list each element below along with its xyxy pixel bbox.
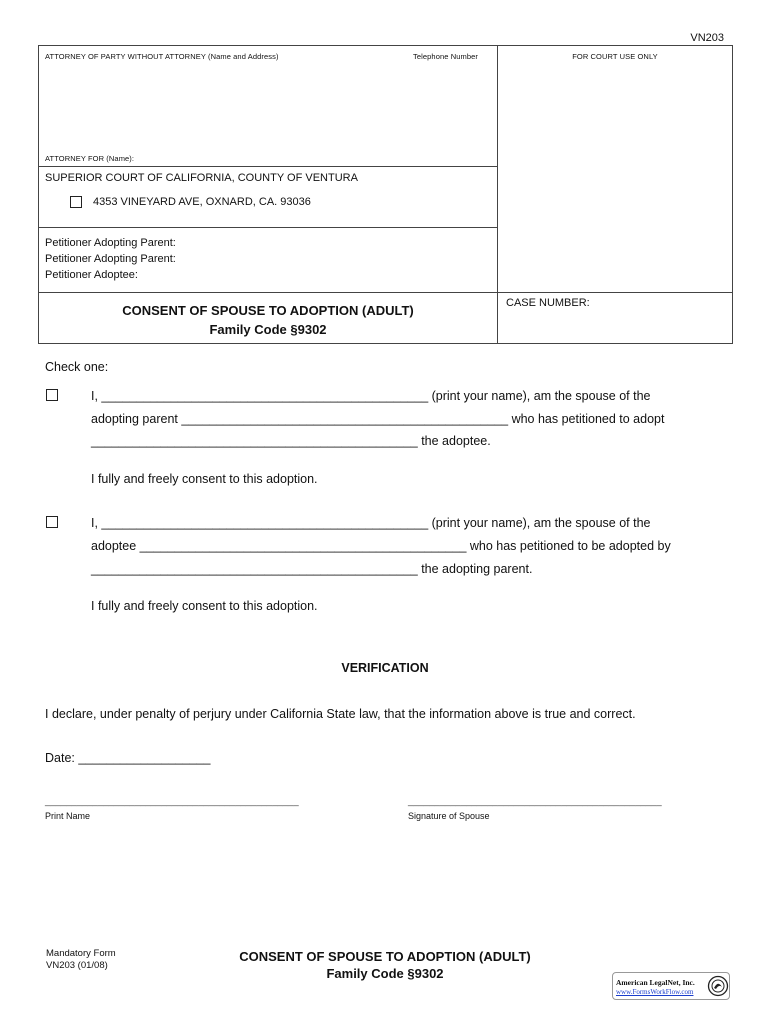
print-name-line[interactable]: ________________________________________________ [45, 796, 299, 807]
attorney-for-label: ATTORNEY FOR (Name): [45, 154, 135, 163]
attorney-box [38, 45, 498, 167]
telephone-label: Telephone Number [413, 52, 478, 61]
footer-revision: VN203 (01/08) [46, 960, 108, 971]
court-use-label: FOR COURT USE ONLY [572, 52, 658, 61]
court-use-box [497, 45, 733, 293]
option-1-checkbox[interactable] [46, 389, 58, 401]
party-line: Petitioner Adopting Parent: [45, 237, 176, 249]
option-2-consent: I fully and freely consent to this adoption. [91, 599, 318, 613]
case-number-label: CASE NUMBER: [506, 297, 590, 309]
check-one-label: Check one: [45, 360, 109, 374]
print-name-label: Print Name [45, 811, 91, 821]
form-subtitle: Family Code §9302 [209, 322, 327, 337]
footer-subtitle: Family Code §9302 [326, 966, 444, 981]
date-field[interactable]: Date: ___________________ [45, 751, 211, 765]
party-line: Petitioner Adopting Parent: [45, 253, 176, 265]
publisher-logo-box [612, 972, 730, 1000]
option-2-line2: adoptee _______________________________________________ who has petitioned to be adopted by [91, 539, 671, 553]
case-number-box [497, 292, 733, 344]
option-1-line1: I, _______________________________________________ (print your name), am the spouse of the [91, 389, 651, 403]
court-box [38, 166, 498, 228]
form-id: VN203 [690, 32, 724, 44]
attorney-label: ATTORNEY OF PARTY WITHOUT ATTORNEY (Name and Address) [45, 52, 279, 61]
party-line: Petitioner Adoptee: [45, 269, 138, 281]
form-title: CONSENT OF SPOUSE TO ADOPTION (ADULT) [122, 303, 414, 318]
publisher-website[interactable]: www.FormsWorkFlow.com [616, 988, 694, 996]
option-2-line3: _______________________________________________ the adopting parent. [91, 562, 533, 576]
publisher-name: American LegalNet, Inc. [616, 978, 695, 987]
option-2-checkbox[interactable] [46, 516, 58, 528]
court-name: SUPERIOR COURT OF CALIFORNIA, COUNTY OF VENTURA [45, 172, 358, 184]
verification-statement: I declare, under penalty of perjury under California State law, that the information above is true and correct. [45, 707, 636, 721]
option-2-line1: I, _______________________________________________ (print your name), am the spouse of the [91, 516, 651, 530]
signature-line[interactable]: ________________________________________________ [408, 796, 662, 807]
verification-heading: VERIFICATION [341, 661, 429, 675]
footer-title: CONSENT OF SPOUSE TO ADOPTION (ADULT) [239, 949, 531, 964]
publisher-emblem-icon [707, 975, 729, 997]
option-1-line3: _______________________________________________ the adoptee. [91, 434, 491, 448]
parties-box [38, 227, 498, 293]
footer-mandatory: Mandatory Form [46, 948, 116, 959]
signature-label: Signature of Spouse [408, 811, 490, 821]
option-1-line2: adopting parent _______________________________________________ who has petitioned to adopt [91, 412, 665, 426]
option-1-consent: I fully and freely consent to this adoption. [91, 472, 318, 486]
court-address-checkbox[interactable] [70, 196, 82, 208]
title-box [38, 292, 498, 344]
court-address: 4353 VINEYARD AVE, OXNARD, CA. 93036 [93, 196, 311, 208]
